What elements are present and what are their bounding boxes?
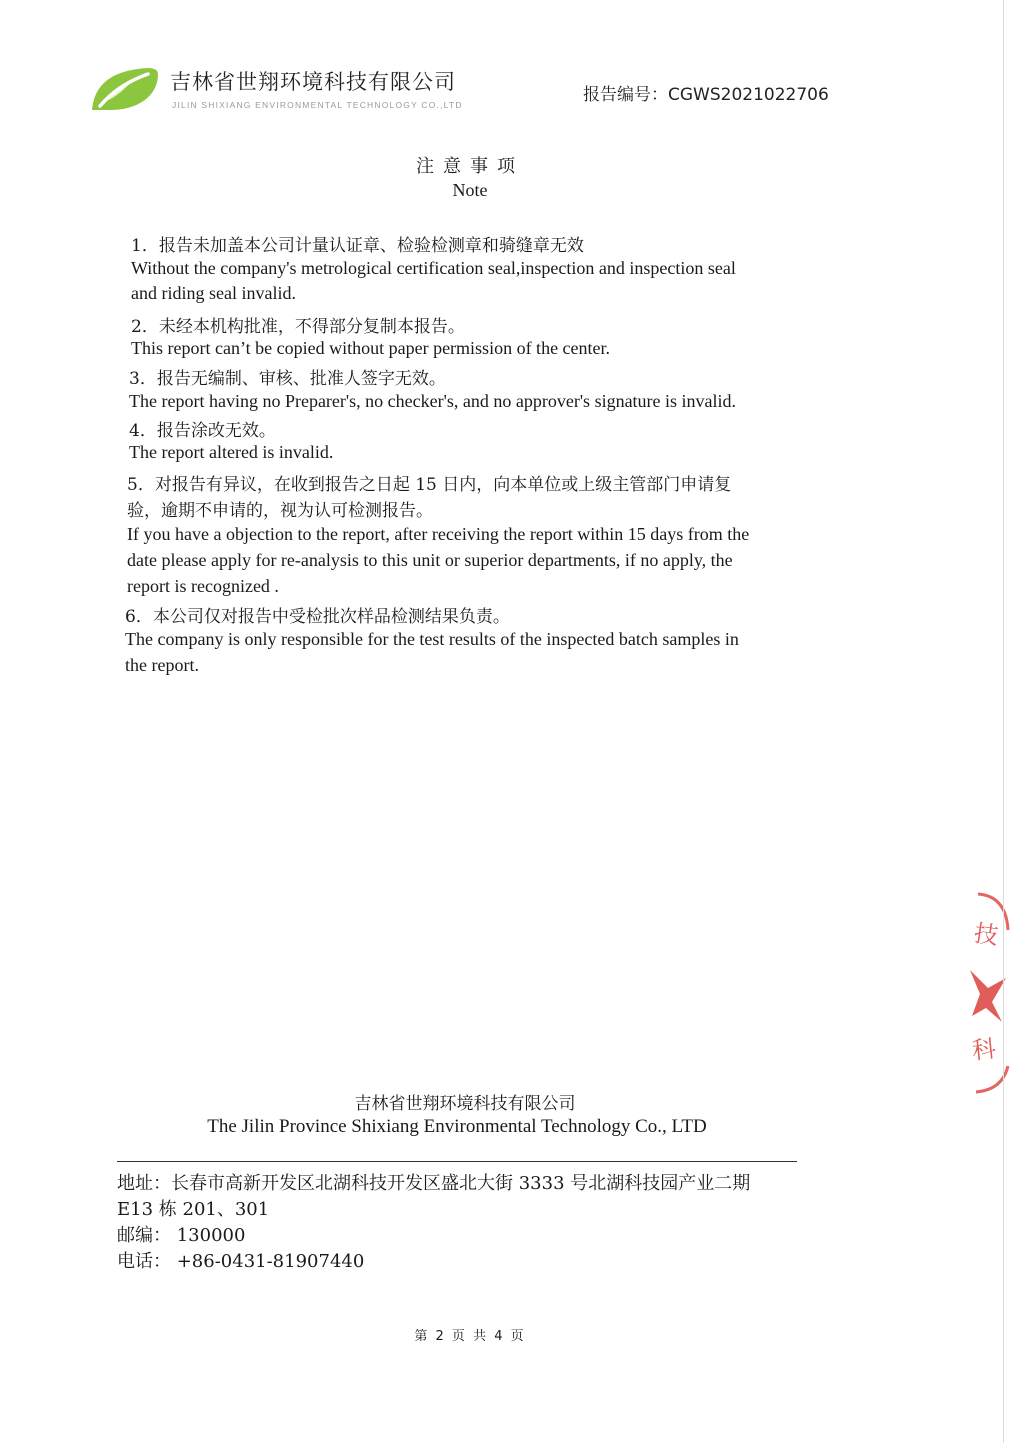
footer-divider: [117, 1161, 797, 1162]
note-1-en-line-1: Without the company's metrological certification seal,inspection and inspection seal: [131, 258, 736, 278]
footer-postcode: 邮编： 130000: [117, 1225, 246, 1246]
note-5-en-line-2: date please apply for re-analysis to this unit or superior departments, if no apply, the: [127, 550, 733, 570]
note-2-en: This report can’t be copied without paper permission of the center.: [131, 338, 611, 358]
note-5-en-line-1: If you have a objection to the report, after receiving the report within 15 days from the: [127, 524, 750, 544]
note-3-cn: 3．报告无编制、审核、批准人签字无效。: [129, 369, 446, 389]
note-2-cn: 2．未经本机构批准，不得部分复制本报告。: [131, 317, 465, 337]
note-4-en: The report altered is invalid.: [129, 442, 334, 462]
note-3-en: The report having no Preparer's, no checker's, and no approver's signature is invalid.: [129, 391, 737, 411]
note-1-en-line-2: and riding seal invalid.: [131, 283, 296, 303]
svg-text:科: 科: [970, 1034, 998, 1065]
note-6-en-line-1: The company is only responsible for the test results of the inspected batch samples in: [125, 629, 739, 649]
report-number: 报告编号：CGWS2021022706: [583, 85, 829, 105]
note-6-en-line-2: the report.: [125, 655, 199, 675]
note-5-cn-line-2: 验，逾期不申请的，视为认可检测报告。: [127, 501, 433, 521]
svg-text:技: 技: [972, 919, 1000, 951]
header-company-name-cn: 吉林省世翔环境科技有限公司: [170, 70, 456, 94]
footer-phone: 电话： +86-0431-81907440: [117, 1251, 365, 1272]
footer-company-name-en: The Jilin Province Shixiang Environmental Technology Co., LTD: [207, 1116, 707, 1137]
header-company-name-en: JILIN SHIXIANG ENVIRONMENTAL TECHNOLOGY CO.,LTD: [172, 100, 463, 110]
footer-address-line-1: 地址：长春市高新开发区北湖科技开发区盛北大街 3333 号北湖科技园产业二期: [117, 1173, 751, 1194]
note-5-cn-line-1: 5．对报告有异议，在收到报告之日起 15 日内，向本单位或上级主管部门申请复: [127, 475, 732, 495]
page-number: 第 2 页 共 4 页: [414, 1329, 526, 1344]
page-title-cn: 注意事项: [416, 156, 524, 177]
footer-company-name-cn: 吉林省世翔环境科技有限公司: [354, 1094, 576, 1114]
page-edge-line: [1003, 0, 1004, 1443]
note-4-cn: 4．报告涂改无效。: [129, 421, 276, 441]
leaf-logo-icon: [88, 66, 160, 112]
footer-address-line-2: E13 栋 201、301: [117, 1199, 270, 1220]
note-5-en-line-3: report is recognized .: [127, 576, 279, 596]
note-1-cn: 1．报告未加盖本公司计量认证章、检验检测章和骑缝章无效: [131, 236, 584, 256]
page-title-en: Note: [452, 180, 488, 200]
note-6-cn: 6．本公司仅对报告中受检批次样品检测结果负责。: [125, 607, 510, 627]
